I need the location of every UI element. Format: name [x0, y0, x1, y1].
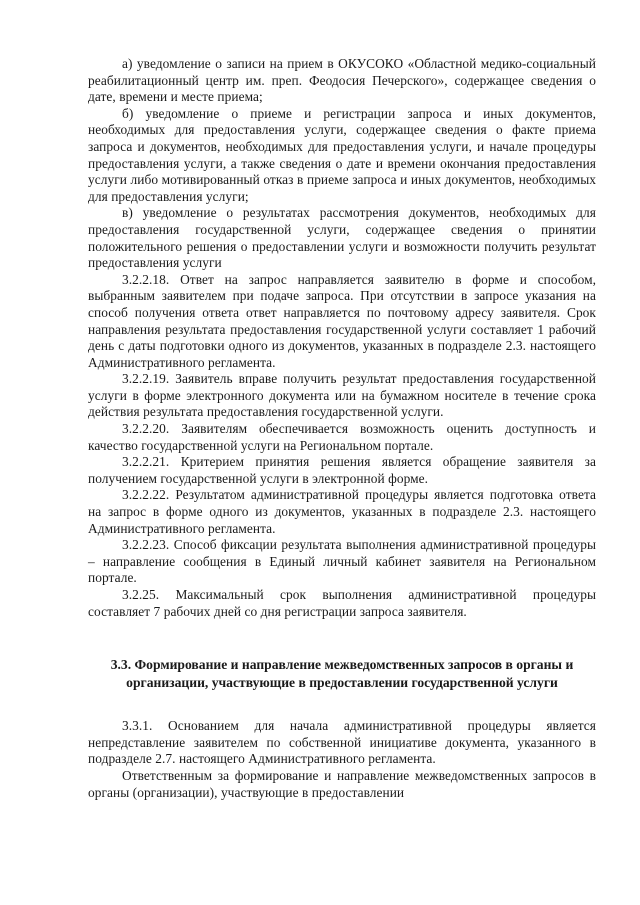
- paragraph-3-2-2-23: 3.2.2.23. Способ фиксации результата выполнения административной процедуры – направление сообщения в Единый личный кабинет заявителя на Региональном портале.: [88, 537, 596, 586]
- paragraph-3-3-1: 3.3.1. Основанием для начала административной процедуры является непредставление заявителем по собственной инициативе документа, указанного в подразделе 2.7. настоящего Административного регламента.: [88, 718, 596, 767]
- paragraph-3-2-2-21: 3.2.2.21. Критерием принятия решения является обращение заявителя за получением государственной услуги в электронной форме.: [88, 454, 596, 486]
- paragraph-notice-registration: б) уведомление о приеме и регистрации запроса и иных документов, необходимых для предоставления услуги, содержащее сведения о факте приема запроса и документов, необходимых для предоставления услуги, и начале процедуры предоставления услуги, а также сведения о дате и времени окончания предоставления услуги либо мотивированный отказ в приеме запроса и иных документов, необходимых для предоставления услуги;: [88, 105, 596, 204]
- paragraph-3-2-2-22: 3.2.2.22. Результатом административной процедуры является подготовка ответа на запрос в форме одного из документов, указанных в подразделе 2.3. настоящего Административного регламента.: [88, 487, 596, 536]
- section-heading-3-3: 3.3. Формирование и направление межведомственных запросов в органы и организации, участвующие в предоставлении государственной услуги: [110, 657, 574, 691]
- paragraph-3-2-2-20: 3.2.2.20. Заявителям обеспечивается возможность оценить доступность и качество государственной услуги на Региональном портале.: [88, 421, 596, 453]
- paragraph-notice-appointment: а) уведомление о записи на прием в ОКУСОКО «Областной медико-социальный реабилитационный центр им. преп. Феодосия Печерского», содержащее сведения о дате, времени и месте приема;: [88, 56, 596, 105]
- paragraph-3-2-25: 3.2.25. Максимальный срок выполнения административной процедуры составляет 7 рабочих дней со дня регистрации запроса заявителя.: [88, 587, 596, 619]
- paragraph-responsible: Ответственным за формирование и направление межведомственных запросов в органы (организации), участвующие в предоставлении: [88, 767, 596, 800]
- document-body: [88, 56, 596, 801]
- paragraph-3-2-2-19: 3.2.2.19. Заявитель вправе получить результат предоставления государственной услуги в форме электронного документа или на бумажном носителе в течение срока действия результата предоставления государственной услуги.: [88, 371, 596, 420]
- paragraph-notice-results: в) уведомление о результатах рассмотрения документов, необходимых для предоставления государственной услуги, содержащее сведения о принятии положительного решения о предоставлении услуги и возможности получить результат предоставления услуги: [88, 205, 596, 271]
- paragraph-3-2-2-18: 3.2.2.18. Ответ на запрос направляется заявителю в форме и способом, выбранным заявителем при подаче запроса. При отсутствии в запросе указания на способ получения ответа ответ направляется по почтовому адресу заявителя. Срок направления результата предоставления государственной услуги составляет 1 рабочий день с даты подготовки одного из документов, указанных в подразделе 2.3. настоящего Административного регламента.: [88, 271, 596, 370]
